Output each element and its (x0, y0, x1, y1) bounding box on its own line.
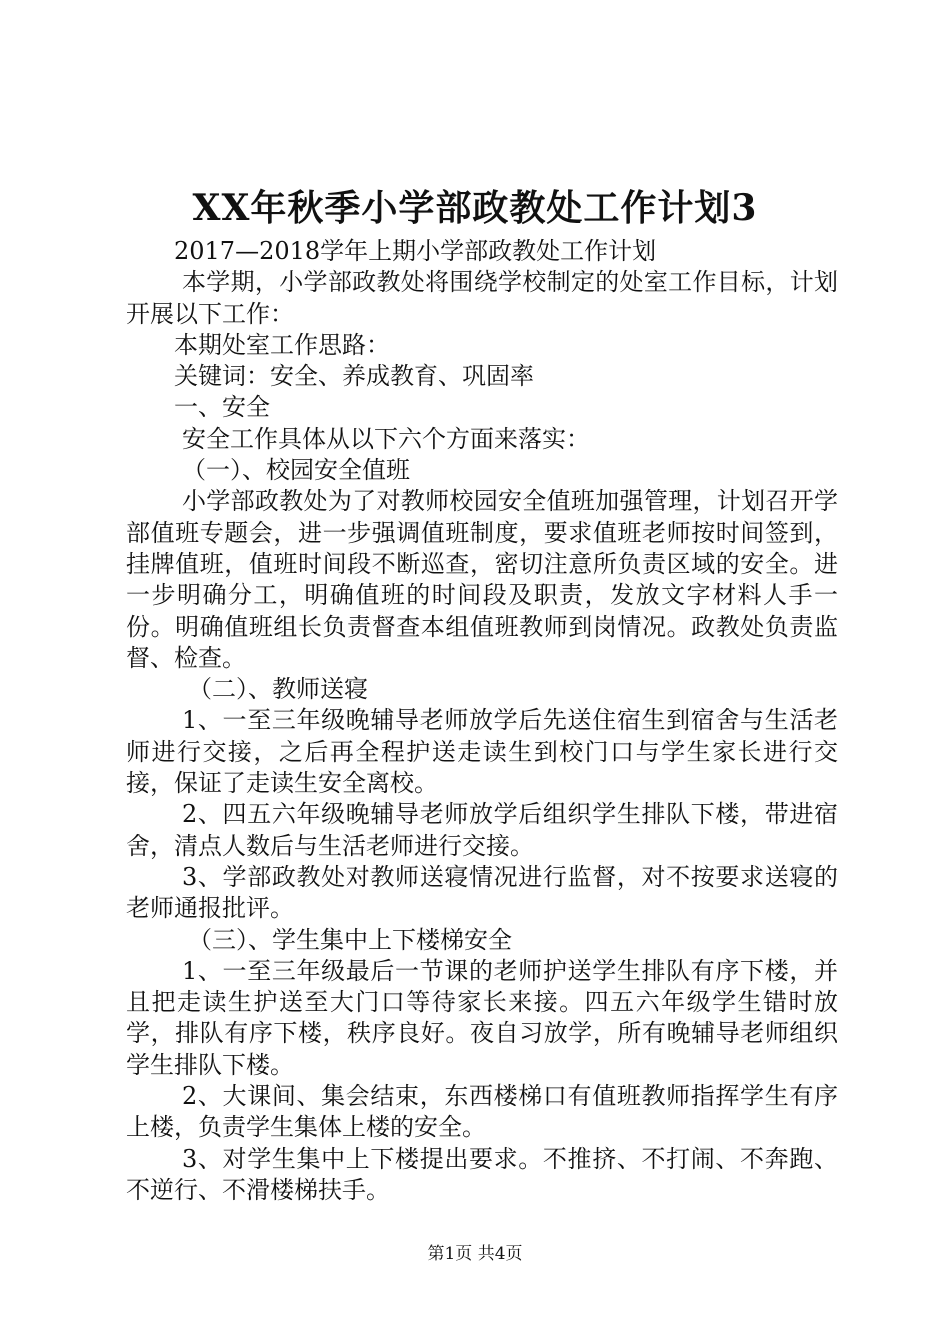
heading-campus-duty: （一）、校园安全值班 (182, 456, 410, 485)
heading-safety: 一、安全 (174, 393, 270, 422)
document-title: XX年秋季小学部政教处工作计划3 (192, 187, 758, 229)
page-footer: 第1页 共4页 (427, 1244, 523, 1264)
paragraph-stairs-item-2: 2、大课间、集会结束，东西楼梯口有值班教师指挥学生有序上楼，负责学生集体上楼的安全。 (126, 1082, 838, 1142)
heading-stairs-safety: （三）、学生集中上下楼梯安全 (188, 925, 512, 954)
paragraph-intro: 本学期，小学部政教处将围绕学校制定的处室工作目标，计划开展以下工作： (126, 268, 838, 328)
paragraph-escort-item-2: 2、四五六年级晚辅导老师放学后组织学生排队下楼，带进宿舍，清点人数后与生活老师进行交接。 (126, 800, 838, 860)
paragraph-escort-item-3: 3、学部政教处对教师送寝情况进行监督，对不按要求送寝的老师通报批评。 (126, 862, 838, 923)
paragraph-work-ideas: 本期处室工作思路： (174, 330, 390, 359)
paragraph-keywords: 关键词：安全、养成教育、巩固率 (174, 362, 534, 391)
paragraph-stairs-item-3: 3、对学生集中上下楼提出要求。不推挤、不打闹、不奔跑、不逆行、不滑楼梯扶手。 (126, 1144, 838, 1204)
paragraph-campus-duty: 小学部政教处为了对教师校园安全值班加强管理，计划召开学部值班专题会，进一步强调值班制度，要求值班老师按时间签到，挂牌值班，值班时间段不断巡查，密切注意所负责区域的安全。进一步明确分工，明确值班的时间段及职责，发放文字材料人手一份。明确值班组长负责督查本组值班教师到岗情况。政教处负责监督、检查。 (126, 487, 838, 672)
paragraph-plan-subtitle: 2017—2018学年上期小学部政教处工作计划 (174, 237, 657, 265)
document-body (126, 236, 838, 1206)
paragraph-stairs-item-1: 1、一至三年级最后一节课的老师护送学生排队有序下楼，并且把走读生护送至大门口等待家长来接。四五六年级学生错时放学，排队有序下楼，秩序良好。夜自习放学，所有晚辅导老师组织学生排队下楼。 (126, 956, 838, 1079)
heading-teacher-escort: （二）、教师送寝 (188, 675, 368, 704)
paragraph-safety-aspects: 安全工作具体从以下六个方面来落实： (182, 424, 590, 453)
paragraph-escort-item-1: 1、一至三年级晚辅导老师放学后先送住宿生到宿舍与生活老师进行交接，之后再全程护送走读生到校门口与学生家长进行交接，保证了走读生安全离校。 (126, 706, 838, 798)
